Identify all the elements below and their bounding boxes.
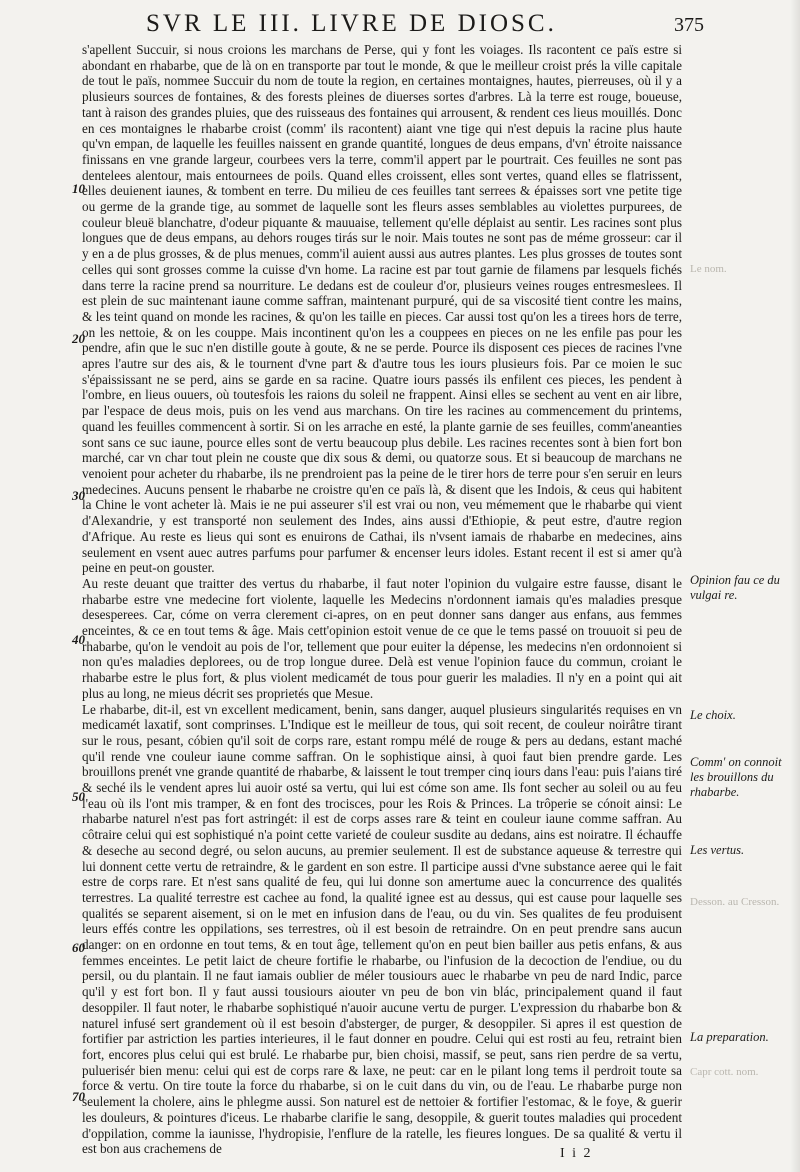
- page-header: [120, 8, 704, 42]
- line-number-70: 70: [72, 1089, 85, 1104]
- margin-note-opinion: Opinion fau ce du vulgai re.: [690, 573, 780, 602]
- line-number-40: 40: [72, 632, 85, 647]
- margin-note-bleed: Le nom.: [690, 263, 727, 275]
- paragraph: Le rhabarbe, dit-il, est vn excellent medicament, benin, sans danger, auquel plusieurs singularités requises en vn medicamét laxatif, sont comprinses. L'Indique est le meilleur de tous, qui soit recent, de couleur noirâtre tirant sur le rous, pesant, cóbien qu'il soit de corps rare, estant rompu mélé de rouge & pers au dedans, estant maché qu'il rende vne couleur iaune comme saffran. On le sophistique ainsi, à quoi faut bien prendre garde. Les brouillons prenét vne grande quantité de rhabarbe, & laissent le tout tremper cinq iours dans l'eau: puis l'aians tiré & seché ils le vendent apres lui auoir osté sa vertu, qui lui est cóme son ame. Ils font secher au soleil ou au feu l'eau où ils l'ont mis tramper, & en font des trocisces, pour les Rois & Princes. La trôperie se cónoit ainsi: Le rhabarbe naturel n'est pas fort astringét: il est de corps asses rare & teint en couleur iaune comme saffran. Au côtraire celui qui est sophistiqué n'a point cette varieté de couleur susdite au dedans, ains est noiratre. Il échauffe & deseche au second degré, ou selon aucuns, au premier seulement. Il est de substance aqueuse & terrestre qui lui donnent cette vertu de retraindre, & le gardent en son estre. Il participe aussi d'vne substance aeree qui le fait estre de corps rare. Et n'est sans qualité de feu, qui lui donne son amertume auec la concurrence des qualités terrestres. La qualité terrestre est cachee au fond, la qualité ignee est au dessus, qui est cause pour laquelle ses qualités se separent aisement, si on le met en infusion dans de l'eau, ou du vin. Ses qualites de feu produisent leurs effés contre les oppilations, ses terrestres, où il est besoin de retraindre. On en peut prendre sans aucun danger: on en ordonne en tout tems, & en tout âge, tellement qu'on en peut bien bailler aus petis enfans, & aus femmes enceintes. Le petit laict de cheure fortifie le rhabarbe, ou l'infusion de la decoction de l'endiue, ou du persil, ou du plantain. Il ne faut iamais oublier de méler tousiours auec le rhabarbe vn peu de nard Indic, parce qu'il y est fort bon. Il y faut aussi tousiours aiouter vn peu de bon vin blác, principalement quand il faut desoppiler. Il faut noter, le rhabarbe sophistiqué n'auoir aucune vertu de purger. L'expression du rhabarbe bon & naturel infusé sert grandement où il est besoin d'absterger, de purger, & desoppiler. Si apres il est question de fortifier par astriction les parties interieures, il le faut donner en poudre. Celui qui est rosti au feu, retraint bien fort, encores plus celui qui est brulé. Le rhabarbe pur, bien choisi, massif, se peut, sans rien perdre de sa vertu, puluerisér bien menu: celui qui est de corps rare & laxe, ne peut: car en le pilant long tems il perdroit toute sa force & vertu. On tire toute la force du rhabarbe, si on le cuit dans du vin, ou de l'eau. Le rhabarbe purge non seulement la cholere, ains le phlegme aussi. Son naturel est de nettoier & fortifier l'estomac, & le foye, & guerir les douleurs, & pointures d'iceus. Le rhabarbe clarifie le sang, desoppile, & guerit toutes maladies qui procedent d'oppilation, comme la iaunisse, l'hydropisie, l'enflure de la ratelle, les fieures longues. De sa qualité & vertu il est bon aus crachemens de: [82, 701, 682, 1157]
- line-number-60: 60: [72, 940, 85, 955]
- running-title: SVR LE III. LIVRE DE DIOSC.: [146, 10, 557, 37]
- signature-mark: I i 2: [560, 1146, 593, 1161]
- margin-note-vertus: Les vertus.: [690, 843, 745, 857]
- margin-note-brouillons: Comm' on connoit les brouillons du rhabarbe.: [690, 755, 782, 799]
- margin-note-bleed: Capr cott. nom.: [690, 1066, 759, 1078]
- page-number: 375: [674, 14, 704, 36]
- line-number-column: [0, 0, 85, 1172]
- margin-note-bleed: Desson. au Cresson.: [690, 896, 780, 908]
- line-number-30: 30: [72, 488, 85, 503]
- page-edge-shadow: [790, 0, 800, 1172]
- line-number-10: 10: [72, 181, 85, 196]
- line-number-50: 50: [72, 789, 85, 804]
- paragraph: s'apellent Succuir, si nous croions les marchans de Perse, qui y font les voiages. Ils racontent ce païs estre si abondant en rhabarbe, que de là on en transporte par tout le monde, & que le meilleur croist prés la ville capitale de tout le païs, nommee Succuir du nom de toute la region, en certaines montaignes, hautes, pierreuses, où il y a plusieurs sources de fontaines, & des forests pleines de diuerses sortes d'arbres. Là la terre est rouge, boueuse, tant à raison des grandes pluies, que des ruisseaus des fontaines qui arrousent, & rendent ces lieus mouillés. Donc en ces montaignes le rhabarbe croist (comm' ils racontent) aiant vne tige qui n'est depuis la racine plus haute qu'vn empan, de laquelle les feuilles naissent en grande quantité, longues de deus empans, d'vn' étroite naissance finissans en vne grande largeur, courbees vers la terre, comm'il appert par le pourtrait. Ces feuilles ne sont pas dentelees alentour, mais entournees de poils. Quand elles croissent, elles sont vertes, quand elles se flatrissent, elles deuienent iaunes, & tombent en terre. Du milieu de ces feuilles tant serrees & épaisses sort vne petite tige ou germe de la grande tige, au sommet de laquelle sont les fleurs asses semblables au violettes purpurees, de couleur bleuë blanchatre, d'odeur piquante & mauuaise, tellement qu'elle déplaist au sentir. Les racines sont plus longues que de deus empans, au dehors rouges tirás sur le noir. Mais toutes ne sont pas de méme grosseur: car il y en a de plus grosses, & de plus menues, comm'il auient aussi aus autres plantes. Les plus grosses de toutes sont celles qui sont grosses comme la cuisse d'vn home. La racine est par tout garnie de filamens par lesquels fichés dans terre la racine prend sa nourriture. Le dedans est de couleur d'or, plusieurs veines rouges entresmeslees. Il est plein de suc maintenant iaune comme saffran, maintenant purpuré, qui de sa viscosité tient contre les mains, & les teint quand on monde les racines, & qu'on les taille en pieces. Car aussi tost qu'on les a tirees hors de terre, on les nettoie, & on les couppe. Mais incontinent qu'on les a couppees en pieces on ne les enfile pas pour les pendre, afin que le suc n'en distille goute à goute, & ne se perde. Pource ils disposent ces pieces de racines l'vne apres l'autre sur des ais, & le tournent d'vne part & d'autre tous les iours plusieurs fois. Par ce moien le suc s'épaississant ne se perd, ains se garde en sa racine. Quatre iours passés ils enfilent ces pieces, les pendent à l'ombre, en lieus ouuers, où toutesfois les raions du soleil ne frappent. Ainsi elles se sechent au vent en air libre, par l'espace de deus mois, puis on les vend aus marchans. On tire les racines au commencement du printems, quand les feuilles commencent à sortir. Si on les arrache en esté, la plante garnie de ses feuilles, comm'aneanties sont sans ce suc iaune, pource elles sont de vertu beaucoup plus debile. Les racines recentes sont à bien fort bon marché, car vn char tout plein ne couste que dix sous & demi, ou quatorze sous. Et si beaucoup de marchans ne venoient pour acheter du rhabarbe, ils ne prendroient pas la peine de le tirer hors de terre pour s'en seruir en leurs medecines. Aucuns pensent le rhabarbe ne croistre qu'en ce païs là, & disent que les Indois, & ceus qui habitent la Chine le vont acheter là. Mais ie ne pui asseurer s'il est vrai ou non, veu mémement que le rhabarbe qui vient d'Alexandrie, y est transporté non seulement des Indes, ains aussi d'Ethiopie, & peut estre, d'autre region d'Afrique. Au reste es lieus qui sont es enuirons de Cathai, ils n'vsent iamais de rhabarbe en medecines, ains seulement en vsent auec autres parfums pour parfumer & encenser leurs idoles. Estant recent il est si amer qu'à peine en peut-on gouster.: [82, 42, 682, 576]
- line-number-20: 20: [72, 331, 85, 346]
- main-text-block: [82, 42, 682, 1157]
- margin-note-preparation: La preparation.: [690, 1030, 769, 1044]
- margin-note-choix: Le choix.: [690, 708, 736, 722]
- paragraph: Au reste deuant que traitter des vertus du rhabarbe, il faut noter l'opinion du vulgaire estre fausse, disant le rhabarbe estre vne medecine fort violente, laquelle les Medecins n'ordonnent iamais qu'es maladies presque desesperees. Car, cóme on verra clerement ci-apres, on en peut donner sans danger aus enfans, aus femmes enceintes, & ce en tout tems & âge. Mais cett'opinion estoit venue de ce que le tems passé on trouuoit si peu de rhabarbe, qu'on le vendoit au pois de l'or, tellement que pour euiter la dépense, les medecins n'en ordonnoient si non qu'es maladies deplorees, ou de trop longue duree. Delà est venue l'opinion fauce du commun, croiant le rhabarbe estre le plus fort, & plus violent medicamét de tous pour guerir les maladies. Il n'y en a point qui ait plus au long, ne mieus décrit ses proprietés que Mesue.: [82, 575, 682, 701]
- margin-notes-column: [690, 0, 798, 1172]
